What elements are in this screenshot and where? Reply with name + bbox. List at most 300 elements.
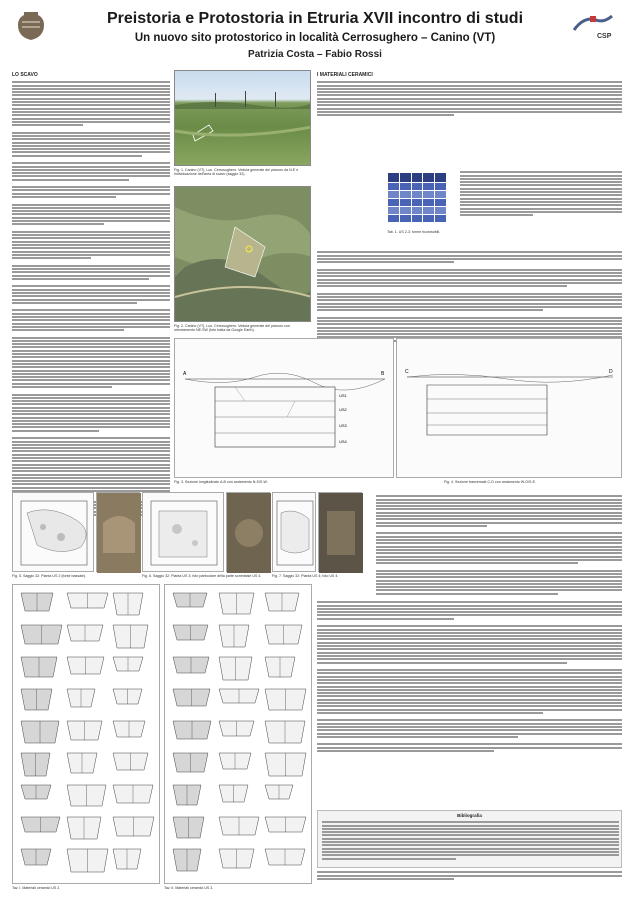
- text-line: [322, 828, 619, 830]
- table-cell: [399, 191, 411, 199]
- text-line: [12, 81, 170, 83]
- text-line: [12, 151, 170, 153]
- text-line: [12, 101, 170, 103]
- text-line: [12, 138, 170, 140]
- text-line: [317, 676, 622, 678]
- text-line: [376, 552, 622, 554]
- tav1-drawings: [12, 584, 160, 884]
- fig6-plan: [142, 492, 224, 572]
- text-line: [12, 121, 170, 123]
- text-line: [12, 346, 170, 348]
- text-line: [12, 251, 170, 253]
- table-cell: [423, 173, 435, 183]
- bibliography-box: [317, 810, 622, 868]
- text-line: [317, 689, 622, 691]
- label-us1: US1: [339, 393, 347, 398]
- text-line: [322, 844, 619, 846]
- table-cell: [388, 199, 400, 207]
- text-line: [317, 726, 622, 728]
- text-line: [12, 254, 170, 256]
- text-line: [12, 196, 116, 198]
- text-line: [317, 330, 622, 332]
- text-line: [460, 178, 622, 180]
- text-line: [317, 695, 622, 697]
- text-line: [376, 515, 622, 517]
- text-line: [322, 851, 619, 853]
- text-line: [317, 878, 454, 880]
- text-line: [12, 373, 170, 375]
- tav2-caption: Tav. II. Materiali ceramici US 3.: [164, 886, 214, 890]
- text-line: [12, 379, 170, 381]
- fig5-plan: [12, 492, 94, 572]
- text-line: [12, 397, 170, 399]
- text-line: [12, 299, 170, 301]
- label-a: A: [183, 371, 187, 377]
- text-line: [12, 172, 170, 174]
- text-line: [12, 186, 170, 188]
- text-line: [317, 736, 518, 738]
- text-line: [376, 559, 622, 561]
- table-cell: [423, 215, 435, 223]
- text-line: [317, 605, 622, 607]
- text-line: [12, 447, 170, 449]
- text-line: [376, 518, 622, 520]
- fig7-plan: [272, 492, 316, 572]
- text-line: [12, 88, 170, 90]
- text-line: [317, 296, 622, 298]
- text-line: [317, 608, 622, 610]
- fig7-caption: Fig. 7. Saggio 32: Pianta US 4; foto US 4.: [272, 574, 339, 578]
- text-line: [317, 303, 622, 305]
- text-line: [376, 593, 558, 595]
- table-cell: [435, 207, 447, 215]
- text-line: [317, 91, 622, 93]
- text-line: [12, 363, 170, 365]
- text-line: [317, 871, 622, 873]
- text-line: [317, 729, 622, 731]
- table-cell: [388, 207, 400, 215]
- text-line: [12, 142, 170, 144]
- text-line: [12, 241, 170, 243]
- text-line: [317, 618, 454, 620]
- text-line: [317, 645, 622, 647]
- poster-subtitle: Un nuovo sito protostorico in località Cerrosughero – Canino (VT): [134, 32, 496, 44]
- text-line: [12, 450, 170, 452]
- table-cell: [435, 173, 447, 183]
- text-line: [12, 313, 170, 315]
- text-line: [12, 162, 170, 164]
- text-line: [317, 104, 622, 106]
- text-line: [376, 542, 622, 544]
- text-line: [12, 437, 170, 439]
- text-line: [317, 293, 622, 295]
- text-line: [317, 317, 622, 319]
- text-line: [12, 207, 170, 209]
- label-us4: US4: [339, 439, 347, 444]
- text-line: [317, 699, 622, 701]
- scavo-heading: LO SCAVO: [12, 72, 38, 78]
- text-line: [12, 271, 170, 273]
- label-c: C: [405, 369, 409, 375]
- text-line: [12, 244, 170, 246]
- text-line: [12, 111, 170, 113]
- text-line: [317, 327, 622, 329]
- text-line: [317, 261, 454, 263]
- text-line: [12, 417, 170, 419]
- csp-logo-text: CSP: [597, 33, 612, 40]
- table-cell: [423, 191, 435, 199]
- fig4-section-drawing: [396, 338, 622, 478]
- text-line: [317, 682, 622, 684]
- text-line: [12, 319, 170, 321]
- text-line: [317, 251, 622, 253]
- text-line: [460, 181, 622, 183]
- text-line: [317, 723, 622, 725]
- text-line: [12, 360, 170, 362]
- header: [4, 4, 626, 66]
- table-cell: [423, 199, 435, 207]
- text-line: [12, 454, 170, 456]
- table-row: [388, 173, 447, 183]
- table-cell: [411, 215, 423, 223]
- text-line: [317, 85, 622, 87]
- text-line: [317, 635, 622, 637]
- text-line: [12, 413, 170, 415]
- text-line: [12, 257, 91, 259]
- text-line: [12, 114, 170, 116]
- text-line: [376, 549, 622, 551]
- text-line: [12, 231, 170, 233]
- text-line: [12, 234, 170, 236]
- text-line: [376, 573, 622, 575]
- text-line: [12, 480, 170, 482]
- text-line: [12, 337, 170, 339]
- text-line: [12, 213, 170, 215]
- fig2-photo: [174, 186, 311, 322]
- text-line: [317, 81, 622, 83]
- materiali-heading: I MATERIALI CERAMICI: [317, 72, 373, 78]
- text-line: [12, 326, 170, 328]
- text-line: [322, 838, 619, 840]
- text-line: [317, 323, 622, 325]
- table-row: [388, 215, 447, 223]
- text-line: [317, 320, 622, 322]
- text-line: [12, 430, 99, 432]
- text-line: [12, 394, 170, 396]
- text-line: [376, 562, 578, 564]
- csp-logo-icon: [570, 10, 616, 42]
- table-cell: [423, 207, 435, 215]
- text-line: [376, 580, 622, 582]
- text-line: [12, 474, 170, 476]
- text-line: [12, 410, 170, 412]
- text-line: [12, 91, 170, 93]
- scavo-text: [12, 80, 170, 520]
- text-line: [12, 104, 170, 106]
- text-line: [12, 289, 170, 291]
- text-line: [12, 217, 170, 219]
- text-line: [12, 210, 170, 212]
- poster-authors: Patrizia Costa – Fabio Rossi: [248, 49, 382, 60]
- text-line: [376, 502, 622, 504]
- tav1-caption: Tav. I. Materiali ceramici US 2.: [12, 886, 61, 890]
- text-line: [376, 570, 622, 572]
- table-row: [388, 191, 447, 199]
- text-line: [12, 145, 170, 147]
- text-line: [317, 98, 622, 100]
- label-us3: US3: [339, 423, 347, 428]
- text-line: [460, 208, 622, 210]
- materiali-text-side: [460, 170, 622, 220]
- text-line: [376, 495, 622, 497]
- fig3-section-drawing: [174, 338, 394, 478]
- text-line: [317, 309, 543, 311]
- text-line: [317, 750, 494, 752]
- materiali-text-mid: [317, 250, 622, 346]
- text-line: [12, 204, 170, 206]
- text-line: [460, 198, 622, 200]
- fig1-caption: Fig. 1. Canino (VT), Loc. Cerrosughero. Veduta generale del pianoro da N-E e individuazione dell'area di scavo (saggio 32).: [174, 168, 299, 177]
- tav2-drawings: [164, 584, 312, 884]
- fig4-caption: Fig. 4. Sezione trasversale C-D con andamento W-O/S-E.: [444, 480, 537, 484]
- text-line: [12, 275, 170, 277]
- text-line: [322, 841, 619, 843]
- text-line: [12, 483, 170, 485]
- fig6-photo: [226, 492, 270, 572]
- text-line: [317, 299, 622, 301]
- table-cell: [435, 191, 447, 199]
- text-line: [317, 743, 622, 745]
- materiali-text-lower: [376, 494, 622, 599]
- text-line: [322, 858, 456, 860]
- text-line: [322, 834, 619, 836]
- text-line: [317, 672, 622, 674]
- text-line: [376, 576, 622, 578]
- text-line: [460, 214, 533, 216]
- text-line: [12, 309, 170, 311]
- text-line: [12, 118, 170, 120]
- text-line: [12, 265, 170, 267]
- text-line: [376, 532, 622, 534]
- text-line: [317, 733, 622, 735]
- text-line: [460, 188, 622, 190]
- text-line: [376, 536, 622, 538]
- text-line: [12, 350, 170, 352]
- text-line: [376, 586, 622, 588]
- text-line: [460, 211, 622, 213]
- text-line: [12, 124, 83, 126]
- text-line: [12, 220, 170, 222]
- text-line: [12, 457, 170, 459]
- text-line: [12, 247, 170, 249]
- text-line: [12, 108, 170, 110]
- text-line: [317, 333, 622, 335]
- text-line: [12, 316, 170, 318]
- text-line: [12, 295, 170, 297]
- text-line: [322, 848, 619, 850]
- text-line: [317, 702, 622, 704]
- text-line: [376, 546, 622, 548]
- text-line: [460, 204, 622, 206]
- table-row: [388, 183, 447, 191]
- text-line: [12, 85, 170, 87]
- text-line: [317, 258, 622, 260]
- text-line: [317, 655, 622, 657]
- text-line: [12, 179, 129, 181]
- text-line: [12, 292, 170, 294]
- text-line: [317, 111, 622, 113]
- table-cell: [388, 191, 400, 199]
- text-line: [317, 709, 622, 711]
- text-line: [12, 223, 104, 225]
- text-line: [317, 692, 622, 694]
- text-line: [12, 403, 170, 405]
- text-line: [317, 705, 622, 707]
- text-line: [317, 272, 622, 274]
- text-line: [376, 556, 622, 558]
- text-line: [317, 648, 622, 650]
- text-line: [376, 583, 622, 585]
- bibliography-heading: Bibliografia: [457, 813, 482, 818]
- text-line: [12, 237, 170, 239]
- text-line: [322, 825, 619, 827]
- table-cell: [435, 215, 447, 223]
- text-line: [317, 686, 622, 688]
- fig6-caption: Fig. 6. Saggio 32: Pianta US 3; foto particolare della parte sommitale US 4.: [142, 574, 262, 578]
- text-line: [12, 329, 124, 331]
- text-line: [12, 166, 170, 168]
- text-line: [317, 658, 622, 660]
- text-line: [12, 487, 170, 489]
- text-line: [317, 625, 622, 627]
- text-line: [12, 370, 170, 372]
- table-cell: [399, 215, 411, 223]
- text-line: [317, 101, 622, 103]
- fig5-caption: Fig. 5. Saggio 32: Pianta US 2 (fonte bassale).: [12, 574, 87, 578]
- text-line: [12, 135, 170, 137]
- table-row: [388, 207, 447, 215]
- forms-table: [387, 172, 447, 223]
- text-line: [317, 632, 622, 634]
- text-line: [12, 148, 170, 150]
- text-line: [12, 460, 170, 462]
- text-line: [12, 340, 170, 342]
- text-line: [12, 444, 170, 446]
- text-line: [376, 508, 622, 510]
- text-line: [12, 94, 170, 96]
- table-cell: [399, 199, 411, 207]
- table-cell: [399, 173, 411, 183]
- text-line: [12, 356, 170, 358]
- text-line: [317, 719, 622, 721]
- text-line: [317, 662, 567, 664]
- bibliography-text: [322, 820, 619, 864]
- text-line: [317, 88, 622, 90]
- fig7-photo: [318, 492, 362, 572]
- table-cell: [435, 183, 447, 191]
- text-line: [12, 420, 170, 422]
- text-line: [376, 589, 622, 591]
- fig1-photo: [174, 70, 311, 166]
- text-line: [376, 499, 622, 501]
- text-line: [12, 193, 170, 195]
- footer-note: [317, 870, 622, 884]
- text-line: [317, 306, 622, 308]
- text-line: [12, 464, 170, 466]
- table-cell: [411, 183, 423, 191]
- fig5-photo: [96, 492, 140, 572]
- text-line: [317, 601, 622, 603]
- text-line: [460, 191, 622, 193]
- table-cell: [411, 173, 423, 183]
- text-line: [317, 642, 622, 644]
- text-line: [376, 539, 622, 541]
- table-cell: [411, 191, 423, 199]
- poster-title: Preistoria e Protostoria in Etruria XVII incontro di studi: [106, 10, 524, 27]
- table-cell: [411, 207, 423, 215]
- text-line: [460, 184, 622, 186]
- text-line: [12, 470, 170, 472]
- text-line: [12, 376, 170, 378]
- text-line: [317, 669, 622, 671]
- text-line: [460, 175, 622, 177]
- poster: [4, 4, 626, 896]
- text-line: [460, 194, 622, 196]
- text-line: [317, 275, 622, 277]
- table-cell: [388, 173, 400, 183]
- text-line: [317, 747, 622, 749]
- table-cell: [423, 183, 435, 191]
- text-line: [317, 285, 567, 287]
- text-line: [317, 94, 622, 96]
- text-line: [12, 366, 170, 368]
- text-line: [317, 652, 622, 654]
- table-caption: Tab. 1. US 2-3: forme ricostruibili.: [387, 230, 441, 234]
- text-line: [12, 343, 170, 345]
- text-line: [12, 155, 142, 157]
- text-line: [12, 467, 170, 469]
- text-line: [317, 638, 622, 640]
- table-cell: [388, 215, 400, 223]
- text-line: [12, 268, 170, 270]
- text-line: [317, 255, 622, 257]
- text-line: [12, 175, 170, 177]
- text-line: [317, 269, 622, 271]
- text-line: [322, 821, 619, 823]
- text-line: [12, 423, 170, 425]
- fig3-caption: Fig. 3. Sezione longitudinale A-B con andamento N-S/S-W.: [174, 480, 268, 484]
- materiali-text-top: [317, 80, 622, 120]
- materiali-text-bottom: [317, 600, 622, 756]
- text-line: [376, 525, 487, 527]
- text-line: [12, 323, 170, 325]
- text-line: [317, 611, 622, 613]
- text-line: [12, 383, 170, 385]
- fig2-caption: Fig. 2. Canino (VT), Loc. Cerrosughero. Veduta generale del pianoro con orientamento NE-SW (foto tratta da Google Earth).: [174, 324, 290, 333]
- text-line: [460, 171, 622, 173]
- text-line: [317, 712, 543, 714]
- text-line: [12, 285, 170, 287]
- table-cell: [399, 183, 411, 191]
- text-line: [317, 279, 622, 281]
- text-line: [12, 441, 170, 443]
- text-line: [460, 201, 622, 203]
- label-d: D: [609, 369, 613, 375]
- table-cell: [399, 207, 411, 215]
- text-line: [12, 426, 170, 428]
- text-line: [322, 854, 619, 856]
- text-line: [12, 386, 112, 388]
